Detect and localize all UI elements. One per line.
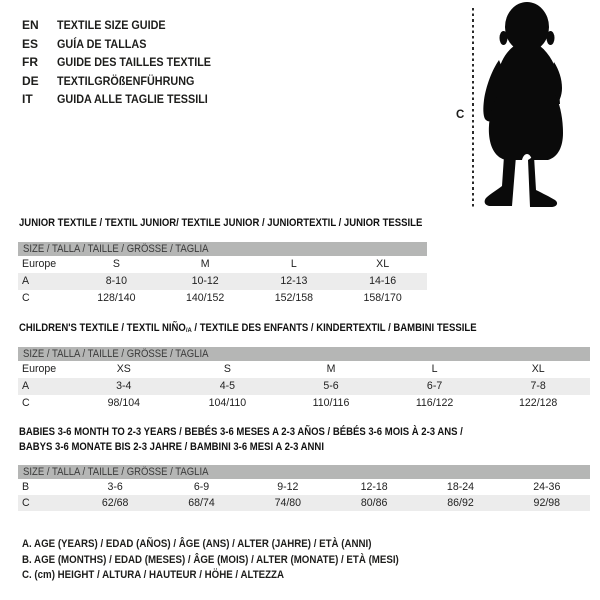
table-cell: 122/128 xyxy=(519,397,558,410)
babies-table-title-text2: BABYS 3-6 MONATE BIS 2-3 JAHRE / BAMBINI 3-6 MESI A 2-3 ANNI xyxy=(19,441,324,453)
table-cell: XL xyxy=(376,258,390,270)
table-cell: 4-5 xyxy=(219,380,236,393)
table-cell: 68/74 xyxy=(188,497,215,509)
table-cell: 3-4 xyxy=(116,380,132,393)
table-cell: 140/152 xyxy=(185,292,225,304)
table-cell: 14-16 xyxy=(369,275,397,287)
table-row xyxy=(18,479,590,495)
baby-silhouette-icon xyxy=(470,0,600,212)
size-header-text: SIZE / TALLA / TAILLE / GRÖSSE / TAGLIA xyxy=(23,348,209,361)
children-size-table-section xyxy=(18,322,590,412)
lang-code: ES xyxy=(22,36,39,51)
table-cell: L xyxy=(290,258,297,270)
table-row xyxy=(18,256,427,273)
row-label: A xyxy=(22,275,30,287)
row-label: Europe xyxy=(22,258,57,270)
table-cell: 158/170 xyxy=(363,292,402,304)
table-cell: 152/158 xyxy=(274,292,314,304)
table-row xyxy=(18,495,590,511)
footnotes xyxy=(22,537,441,584)
title-part: / TEXTILE DES ENFANTS / KINDERTEXTIL / BAMBINI TESSILE xyxy=(191,322,477,334)
table-cell: 3-6 xyxy=(107,481,123,493)
table-cell: S xyxy=(223,363,231,376)
table-cell: XL xyxy=(531,363,545,376)
footnote-age-months xyxy=(22,553,441,569)
lang-code: EN xyxy=(22,18,39,32)
footnote-age-years xyxy=(22,537,441,553)
size-header-text: SIZE / TALLA / TAILLE / GRÖSSE / TAGLIA xyxy=(23,466,209,478)
lang-text: GUIDE DES TAILLES TEXTILE xyxy=(57,55,212,70)
row-label: Europe xyxy=(22,363,57,376)
table-cell: 24-36 xyxy=(533,481,561,493)
lang-text: TEXTILE SIZE GUIDE xyxy=(57,18,166,32)
table-cell: 92/98 xyxy=(533,497,561,509)
lang-code: DE xyxy=(22,73,39,88)
table-cell: 12-13 xyxy=(280,275,308,287)
lang-code: FR xyxy=(22,55,38,70)
table-cell: L xyxy=(431,363,438,376)
table-row xyxy=(18,378,590,395)
table-cell: M xyxy=(326,363,336,376)
row-label: A xyxy=(22,380,30,393)
table-cell: 18-24 xyxy=(446,481,475,493)
lang-row-it xyxy=(22,90,228,109)
row-label: C xyxy=(22,292,30,304)
table-cell: XS xyxy=(116,363,131,376)
size-header-bar xyxy=(18,465,590,479)
table-cell: 74/80 xyxy=(274,497,302,509)
footnote-height-cm xyxy=(22,568,441,584)
table-cell: S xyxy=(112,258,120,270)
table-row xyxy=(18,290,427,307)
row-label: C xyxy=(22,397,30,410)
table-cell: 128/140 xyxy=(97,292,136,304)
lang-row-es xyxy=(22,35,228,54)
row-label: C xyxy=(22,497,30,509)
footnote-text: B. AGE (MONTHS) / EDAD (MESES) / ÂGE (MOIS) / ALTER (MONATE) / ETÀ (MESI) xyxy=(22,553,399,566)
table-cell: 98/104 xyxy=(107,397,140,410)
table-cell: 7-8 xyxy=(530,380,546,393)
junior-table-title-text: JUNIOR TEXTILE / TEXTIL JUNIOR/ TEXTILE JUNIOR / JUNIORTEXTIL / JUNIOR TESSILE xyxy=(19,217,423,229)
table-cell: 62/68 xyxy=(101,497,129,509)
table-cell: 110/116 xyxy=(312,397,350,410)
babies-size-table-section xyxy=(18,425,590,511)
title-subscript: /A xyxy=(185,327,192,335)
babies-table-title-line2 xyxy=(19,440,590,455)
lang-row-en xyxy=(22,16,228,35)
lang-row-fr xyxy=(22,53,228,72)
table-cell: M xyxy=(200,258,210,270)
height-measure-label: C xyxy=(456,109,465,121)
table-row xyxy=(18,273,427,290)
footnote-text: A. AGE (YEARS) / EDAD (AÑOS) / ÂGE (ANS) / ALTER (JAHRE) / ETÀ (ANNI) xyxy=(22,538,372,550)
lang-code: IT xyxy=(22,92,33,107)
table-cell: 12-18 xyxy=(360,481,388,493)
table-cell: 5-6 xyxy=(323,380,339,393)
babies-table-title-line1 xyxy=(19,425,590,440)
table-cell: 116/122 xyxy=(415,397,454,410)
table-cell: 80/86 xyxy=(360,497,388,509)
babies-table-title-text1: BABIES 3-6 MONTH TO 2-3 YEARS / BEBÉS 3-6 MESES A 2-3 AÑOS / BÉBÉS 3-6 MOIS À 2-3 ANS / xyxy=(19,426,463,438)
table-row xyxy=(18,395,590,412)
row-label: B xyxy=(22,481,30,493)
table-cell: 104/110 xyxy=(208,397,247,410)
language-header xyxy=(22,16,228,109)
table-row xyxy=(18,361,590,378)
title-part: CHILDREN'S TEXTILE / TEXTIL NIÑO xyxy=(19,322,186,334)
table-cell: 6-7 xyxy=(426,380,443,393)
lang-text: GUÍA DE TALLAS xyxy=(57,36,147,51)
junior-table-title xyxy=(19,217,427,229)
table-cell: 86/92 xyxy=(447,497,474,509)
table-cell: 10-12 xyxy=(191,275,219,287)
children-table-title-text xyxy=(19,322,477,337)
lang-text: TEXTILGRÖßENFÜHRUNG xyxy=(57,73,195,88)
size-header-bar xyxy=(18,242,427,256)
table-cell: 8-10 xyxy=(105,275,127,287)
junior-size-table-section xyxy=(18,217,427,307)
table-cell: 6-9 xyxy=(193,481,210,493)
lang-row-de xyxy=(22,72,228,91)
footnote-text: C. (cm) HEIGHT / ALTURA / HAUTEUR / HÖHE / ALTEZZA xyxy=(22,569,284,582)
lang-text: GUIDA ALLE TAGLIE TESSILI xyxy=(57,92,208,107)
children-table-title xyxy=(19,322,590,337)
size-header-text: SIZE / TALLA / TAILLE / GRÖSSE / TAGLIA xyxy=(23,243,209,255)
table-cell: 9-12 xyxy=(277,481,299,493)
size-header-bar xyxy=(18,347,590,361)
